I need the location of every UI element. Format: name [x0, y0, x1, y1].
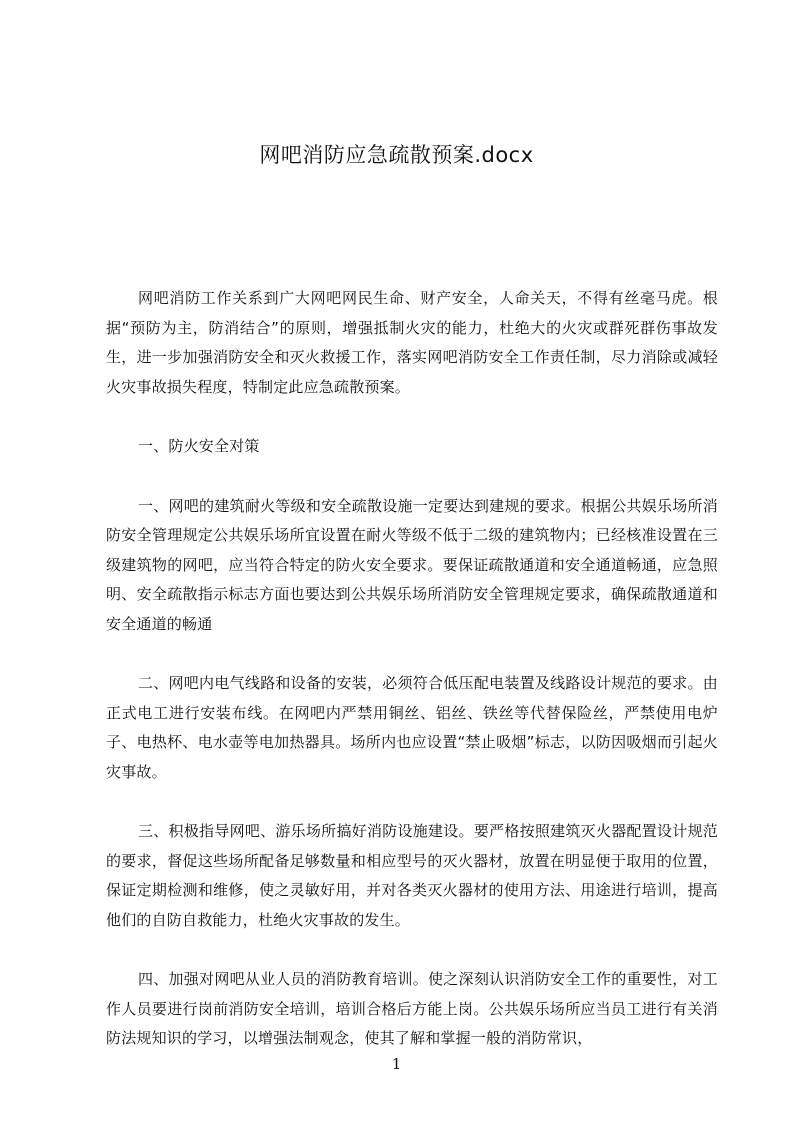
intro-paragraph: 网吧消防工作关系到广大网吧网民生命、财产安全，人命关天，不得有丝毫马虎。根据“预防为主，防消结合”的原则，增强抵制火灾的能力，杜绝大的火灾或群死群伤事故发生，进一步加强消防安全和灭火救援工作，落实网吧消防安全工作责任制，尽力消除或减轻火灾事故损失程度，特制定此应急疏散预案。 [106, 289, 718, 396]
paragraph-spacer [106, 935, 718, 965]
document-title: 网吧消防应急疏散预案.docx [259, 143, 534, 167]
paragraph-spacer [106, 639, 718, 669]
paragraph-spacer [106, 462, 718, 492]
document-body [106, 284, 718, 1054]
paragraph-spacer [106, 402, 718, 432]
measure-paragraph-2: 二、网吧内电气线路和设备的安装，必须符合低压配电装置及线路设计规范的要求。由正式电工进行安装布线。在网吧内严禁用铜丝、铝丝、铁丝等代替保险丝，严禁使用电炉子、电热杯、电水壶等电加热器具。场所内也应设置“禁止吸烟”标志，以防因吸烟而引起火灾事故。 [106, 674, 718, 781]
page-number: 1 [391, 1055, 402, 1073]
paragraph-spacer [106, 787, 718, 817]
section-heading: 一、防火安全对策 [138, 437, 260, 455]
measure-paragraph-1: 一、网吧的建筑耐火等级和安全疏散设施一定要达到建规的要求。根据公共娱乐场所消防安全管理规定公共娱乐场所宜设置在耐火等级不低于二级的建筑物内；已经核准设置在三级建筑物的网吧，应当符合特定的防火安全要求。要保证疏散通道和安全通道畅通，应急照明、安全疏散指示标志方面也要达到公共娱乐场所消防安全管理规定要求，确保疏散通道和安全通道的畅通 [106, 496, 718, 633]
measure-paragraph-4: 四、加强对网吧从业人员的消防教育培训。使之深刻认识消防安全工作的重要性，对工作人员要进行岗前消防安全培训，培训合格后方能上岗。公共娱乐场所应当员工进行有关消防法规知识的学习，以增强法制观念，使其了解和掌握一般的消防常识， [106, 970, 718, 1047]
measure-paragraph-3: 三、积极指导网吧、游乐场所搞好消防设施建设。要严格按照建筑灭火器配置设计规范的要求，督促这些场所配备足够数量和相应型号的灭火器材，放置在明显便于取用的位置，保证定期检测和维修，使之灵敏好用，并对各类灭火器材的使用方法、用途进行培训，提高他们的自防自救能力，杜绝火灾事故的发生。 [106, 822, 718, 929]
